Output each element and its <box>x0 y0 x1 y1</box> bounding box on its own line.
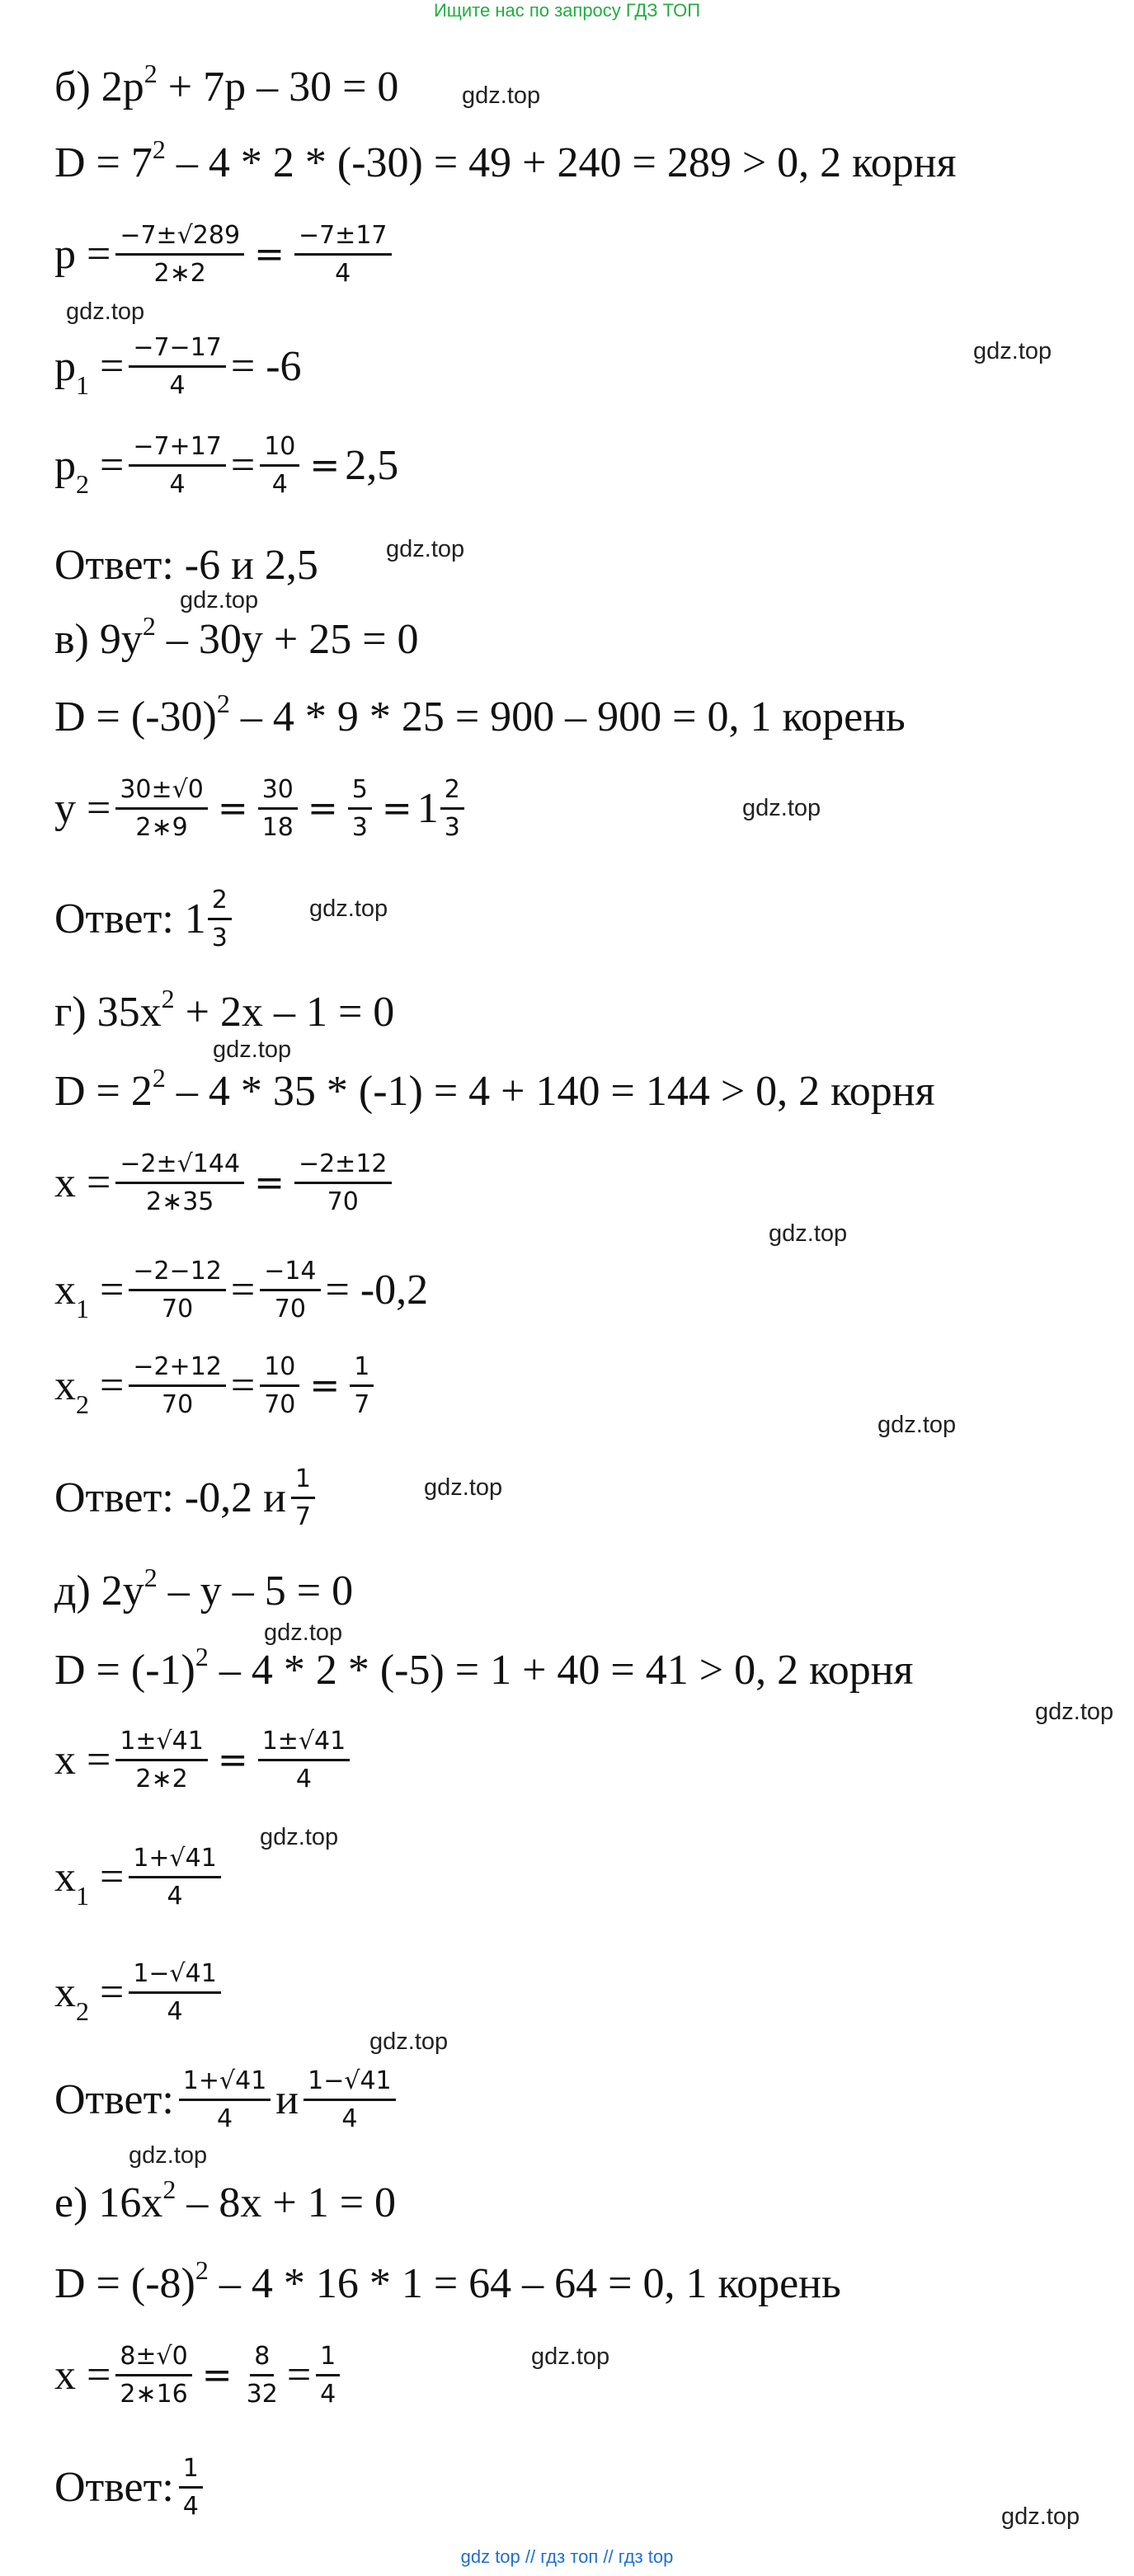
fraction: $\frac{1\pm√41}{2∗2}$ <box>115 1727 208 1794</box>
fraction: $\frac{30\pm√0}{2∗9}$ <box>115 775 208 843</box>
root-p2: $p_2$ = $\frac{-7+17}{4}$ = $\frac{10}{4}$ = 2,5 <box>54 432 399 500</box>
root-p1: $p_1$ = $\frac{-7-17}{4}$ = -6 <box>54 333 302 401</box>
fraction: $\frac{1}{4}$ <box>316 2342 340 2409</box>
fraction: $\frac{1\pm√41}{4}$ <box>258 1727 351 1794</box>
root-x1-g: $x_1$ = $\frac{-2-12}{70}$ = $\frac{-14}{70}$ = -0,2 <box>54 1257 429 1324</box>
fraction: $\frac{10}{4}$ <box>260 432 299 500</box>
root-x1-d: $x_1$ = $\frac{1+√41}{4}$ <box>54 1844 226 1911</box>
roots-formula-d: x = $\frac{1\pm√41}{2∗2}$ = $\frac{1\pm√41}{4}$ <box>54 1727 355 1794</box>
watermark: gdz.top <box>66 298 145 325</box>
root-x2-g: $x_2$ = $\frac{-2+12}{70}$ = $\frac{10}{70}$ = $\frac{1}{7}$ <box>54 1352 379 1420</box>
equation-g: г) $35x^2 + 2x - 1 = 0$ <box>54 983 395 1036</box>
watermark: gdz.top <box>260 1824 339 1850</box>
fraction: $\frac{-2+12}{70}$ <box>129 1352 226 1420</box>
root-x2-d: $x_2$ = $\frac{1-√41}{4}$ <box>54 1959 226 2027</box>
roots-formula-b: p = $\frac{-7\pm√289}{2∗2}$ = $\frac{-7\pm 17}{4}$ <box>54 221 397 289</box>
watermark: gdz.top <box>878 1412 957 1438</box>
fraction: $\frac{8\pm√0}{2∗16}$ <box>115 2342 191 2409</box>
watermark: gdz.top <box>213 1037 292 1063</box>
discriminant-e: $D = (-8)^2 - 4 * 16 * 1 = 64 - 64 = 0$, 1 корень <box>54 2254 841 2307</box>
fraction: $\frac{8}{32}$ <box>246 2342 278 2409</box>
answer-e: Ответ: $\frac{1}{4}$ <box>54 2454 208 2522</box>
watermark: gdz.top <box>180 587 259 613</box>
discriminant-d: $D = (-1)^2 - 4 * 2 * (-5) = 1 + 40 = 41 > 0$, 2 корня <box>54 1641 914 1694</box>
watermark: gdz.top <box>424 1474 503 1501</box>
header-banner[interactable]: Ищите нас по запросу ГДЗ ТОП <box>433 0 701 21</box>
watermark: gdz.top <box>369 2028 449 2055</box>
fraction: $\frac{-2\pm 12}{70}$ <box>294 1149 392 1217</box>
watermark: gdz.top <box>309 895 388 922</box>
watermark: gdz.top <box>129 2142 208 2169</box>
fraction: $\frac{1}{4}$ <box>179 2454 203 2522</box>
fraction: $\frac{2}{3}$ <box>440 775 464 843</box>
fraction: $\frac{1-√41}{4}$ <box>303 2066 396 2134</box>
watermark: gdz.top <box>742 795 821 821</box>
root-y: y = $\frac{30\pm√0}{2∗9}$ = $\frac{30}{18}$ = $\frac{5}{3}$ = 1 $\frac{2}{3}$ <box>54 775 469 843</box>
answer-v: Ответ: 1 $\frac{2}{3}$ <box>54 886 237 953</box>
watermark: gdz.top <box>1001 2503 1080 2530</box>
root-x-e: x = $\frac{8\pm√0}{2∗16}$ = $\frac{8}{32}$ = $\frac{1}{4}$ <box>54 2342 345 2409</box>
answer-g: Ответ: -0,2 и $\frac{1}{7}$ <box>54 1464 320 1532</box>
watermark: gdz.top <box>462 82 541 109</box>
fraction: $\frac{1}{7}$ <box>350 1352 374 1420</box>
watermark: gdz.top <box>386 536 465 562</box>
answer-d: Ответ: $\frac{1+√41}{4}$ и $\frac{1-√41}{4}$ <box>54 2066 401 2134</box>
footer-banner[interactable]: gdz top // гдз топ // гдз top <box>460 2546 674 2567</box>
fraction: $\frac{5}{3}$ <box>348 775 372 843</box>
fraction: $\frac{-7+17}{4}$ <box>129 432 226 500</box>
watermark: gdz.top <box>264 1619 343 1646</box>
fraction: $\frac{-2\pm√144}{2∗35}$ <box>115 1149 244 1217</box>
fraction: $\frac{-2-12}{70}$ <box>129 1257 226 1324</box>
fraction: $\frac{30}{18}$ <box>258 775 298 843</box>
discriminant-b: $D = 7^2 - 4 * 2 * (-30) = 49 + 240 = 289 > 0$, 2 корня <box>54 134 957 186</box>
answer-b: Ответ: -6 и 2,5 <box>54 542 318 589</box>
fraction: $\frac{-7\pm 17}{4}$ <box>294 221 392 289</box>
watermark: gdz.top <box>973 338 1052 364</box>
watermark: gdz.top <box>1035 1699 1114 1725</box>
discriminant-v: $D = (-30)^2 - 4 * 9 * 25 = 900 - 900 = 0$, 1 корень <box>54 688 906 740</box>
discriminant-g: $D = 2^2 - 4 * 35 * (-1) = 4 + 140 = 144 > 0$, 2 корня <box>54 1062 935 1115</box>
equation-e: е) $16x^2 - 8x + 1 = 0$ <box>54 2174 397 2226</box>
fraction: $\frac{1-√41}{4}$ <box>129 1959 221 2027</box>
fraction: $\frac{1+√41}{4}$ <box>179 2066 271 2134</box>
equation-b: б) $2p^2 + 7p - 30 = 0$ <box>54 58 399 110</box>
fraction: $\frac{2}{3}$ <box>208 886 232 953</box>
fraction: $\frac{1+√41}{4}$ <box>129 1844 221 1911</box>
equation-v: в) $9y^2 - 30y + 25 = 0$ <box>54 610 419 663</box>
watermark: gdz.top <box>531 2343 610 2370</box>
fraction: $\frac{1}{7}$ <box>291 1464 315 1532</box>
fraction: $\frac{-7-17}{4}$ <box>129 333 226 401</box>
fraction: $\frac{-7\pm√289}{2∗2}$ <box>115 221 244 289</box>
equation-d: д) $2y^2 - y - 5 = 0$ <box>54 1562 354 1615</box>
watermark: gdz.top <box>769 1220 848 1247</box>
fraction: $\frac{-14}{70}$ <box>260 1257 320 1324</box>
roots-formula-g: x = $\frac{-2\pm√144}{2∗35}$ = $\frac{-2\pm 12}{70}$ <box>54 1149 397 1217</box>
fraction: $\frac{10}{70}$ <box>260 1352 299 1420</box>
